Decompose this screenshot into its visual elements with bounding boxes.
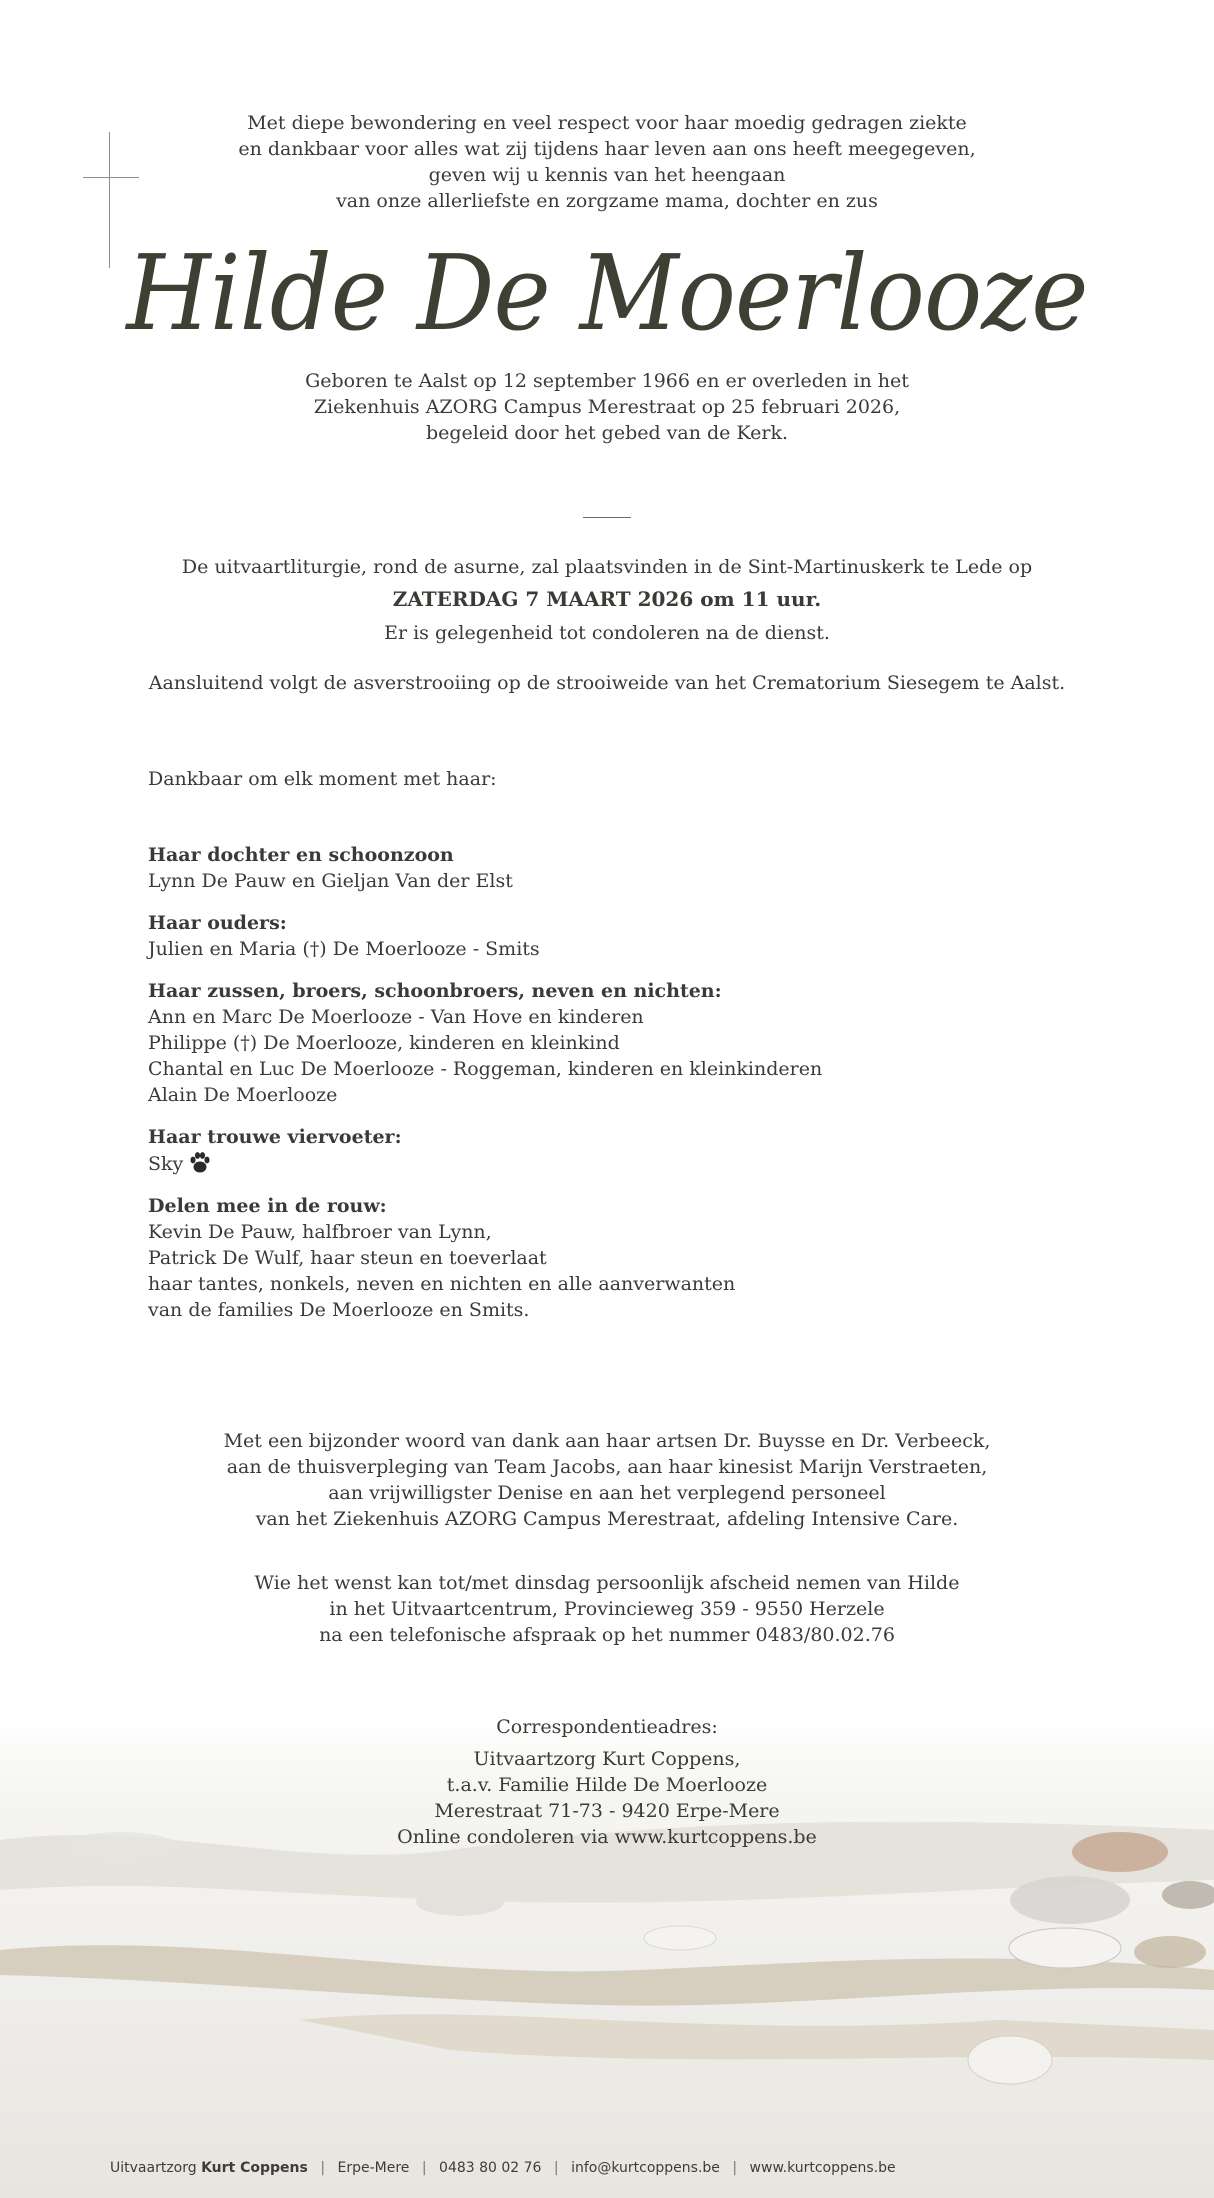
separator: | [320, 2160, 326, 2176]
visit-line: na een telefonische afspraak op het nummer 0483/80.02.76 [319, 1624, 895, 1646]
family-row [148, 1150, 822, 1177]
footer-email[interactable]: info@kurtcoppens.be [571, 2160, 720, 2176]
family-heading: Haar ouders: [148, 912, 287, 934]
address-line: t.a.v. Familie Hilde De Moerlooze [446, 1774, 768, 1796]
family-row: Alain De Moerlooze [148, 1084, 338, 1106]
footer-brand-name: Kurt Coppens [201, 2160, 308, 2176]
birth-line: Geboren te Aalst op 12 september 1966 en er overleden in het [305, 370, 909, 392]
thanks-line: aan vrijwilligster Denise en aan het verplegend personeel [328, 1482, 886, 1504]
birth-line: begeleid door het gebed van de Kerk. [425, 422, 789, 444]
separator: | [553, 2160, 559, 2176]
family-row: Philippe (†) De Moerlooze, kinderen en kleinkind [148, 1032, 620, 1054]
service-date: ZATERDAG 7 MAART 2026 om 11 uur. [392, 587, 822, 611]
separator: | [421, 2160, 427, 2176]
thanks-text [0, 1428, 1214, 1532]
family-group [148, 910, 822, 962]
intro-text [0, 110, 1214, 214]
intro-line: geven wij u kennis van het heengaan [428, 164, 786, 186]
family-heading: Haar zussen, broers, schoonbroers, neven en nichten: [148, 980, 722, 1002]
correspondence-label: Correspondentieadres: [496, 1716, 718, 1738]
visitation-text [0, 1570, 1214, 1648]
family-row: Lynn De Pauw en Gieljan Van der Elst [148, 870, 513, 892]
thanks-line: aan de thuisverpleging van Team Jacobs, aan haar kinesist Marijn Verstraeten, [226, 1456, 988, 1478]
divider [583, 517, 631, 518]
family-group [148, 842, 822, 894]
family-list [148, 842, 822, 1339]
address-line: Merestraat 71-73 - 9420 Erpe-Mere [434, 1800, 780, 1822]
footer-brand-prefix: Uitvaartzorg [110, 2160, 197, 2176]
family-row: Patrick De Wulf, haar steun en toeverlaat [148, 1247, 547, 1269]
family-heading: Haar dochter en schoonzoon [148, 844, 454, 866]
footer-bar [110, 2158, 896, 2178]
thanks-line: Met een bijzonder woord van dank aan haar artsen Dr. Buysse en Dr. Verbeeck, [223, 1430, 991, 1452]
family-heading: Haar trouwe viervoeter: [148, 1126, 402, 1148]
family-heading: Delen mee in de rouw: [148, 1195, 387, 1217]
intro-line: Met diepe bewondering en veel respect voor haar moedig gedragen ziekte [247, 112, 967, 134]
pet-name: Sky [148, 1153, 184, 1175]
footer-town: Erpe-Mere [337, 2160, 410, 2176]
family-row: van de families De Moerlooze en Smits. [148, 1299, 530, 1321]
paw-icon [187, 1150, 213, 1176]
family-row: haar tantes, nonkels, neven en nichten en alle aanverwanten [148, 1273, 736, 1295]
correspondence-address [0, 1746, 1214, 1850]
visit-line: in het Uitvaartcentrum, Provincieweg 359 - 9550 Herzele [329, 1598, 885, 1620]
grateful-line: Dankbaar om elk moment met haar: [148, 768, 497, 790]
birth-line: Ziekenhuis AZORG Campus Merestraat op 25 februari 2026, [313, 396, 901, 418]
intro-line: en dankbaar voor alles wat zij tijdens haar leven aan ons heeft meegegeven, [238, 138, 976, 160]
ash-scattering-note: Aansluitend volgt de asverstrooiing op de strooiweide van het Crematorium Siesegem te Aalst. [148, 672, 1066, 694]
thanks-line: van het Ziekenhuis AZORG Campus Merestraat, afdeling Intensive Care. [255, 1508, 959, 1530]
family-group [148, 1193, 822, 1323]
visit-line: Wie het wenst kan tot/met dinsdag persoonlijk afscheid nemen van Hilde [254, 1572, 960, 1594]
deceased-name: Hilde De Moerlooze [126, 232, 1088, 354]
family-row: Ann en Marc De Moerlooze - Van Hove en kinderen [148, 1006, 644, 1028]
family-row: Julien en Maria (†) De Moerlooze - Smits [148, 938, 540, 960]
separator: | [732, 2160, 738, 2176]
website-link[interactable]: Online condoleren via www.kurtcoppens.be [397, 1826, 817, 1848]
birth-death-text [0, 368, 1214, 446]
footer-phone[interactable]: 0483 80 02 76 [439, 2160, 542, 2176]
footer-website[interactable]: www.kurtcoppens.be [749, 2160, 896, 2176]
family-row: Kevin De Pauw, halfbroer van Lynn, [148, 1221, 492, 1243]
family-group [148, 1124, 822, 1177]
condolence-note: Er is gelegenheid tot condoleren na de dienst. [384, 622, 830, 644]
intro-line: van onze allerliefste en zorgzame mama, dochter en zus [336, 190, 878, 212]
family-group [148, 978, 822, 1108]
address-line: Uitvaartzorg Kurt Coppens, [473, 1748, 741, 1770]
family-row: Chantal en Luc De Moerlooze - Roggeman, kinderen en kleinkinderen [148, 1058, 823, 1080]
service-location: De uitvaartliturgie, rond de asurne, zal plaatsvinden in de Sint-Martinuskerk te Lede op [181, 556, 1033, 578]
